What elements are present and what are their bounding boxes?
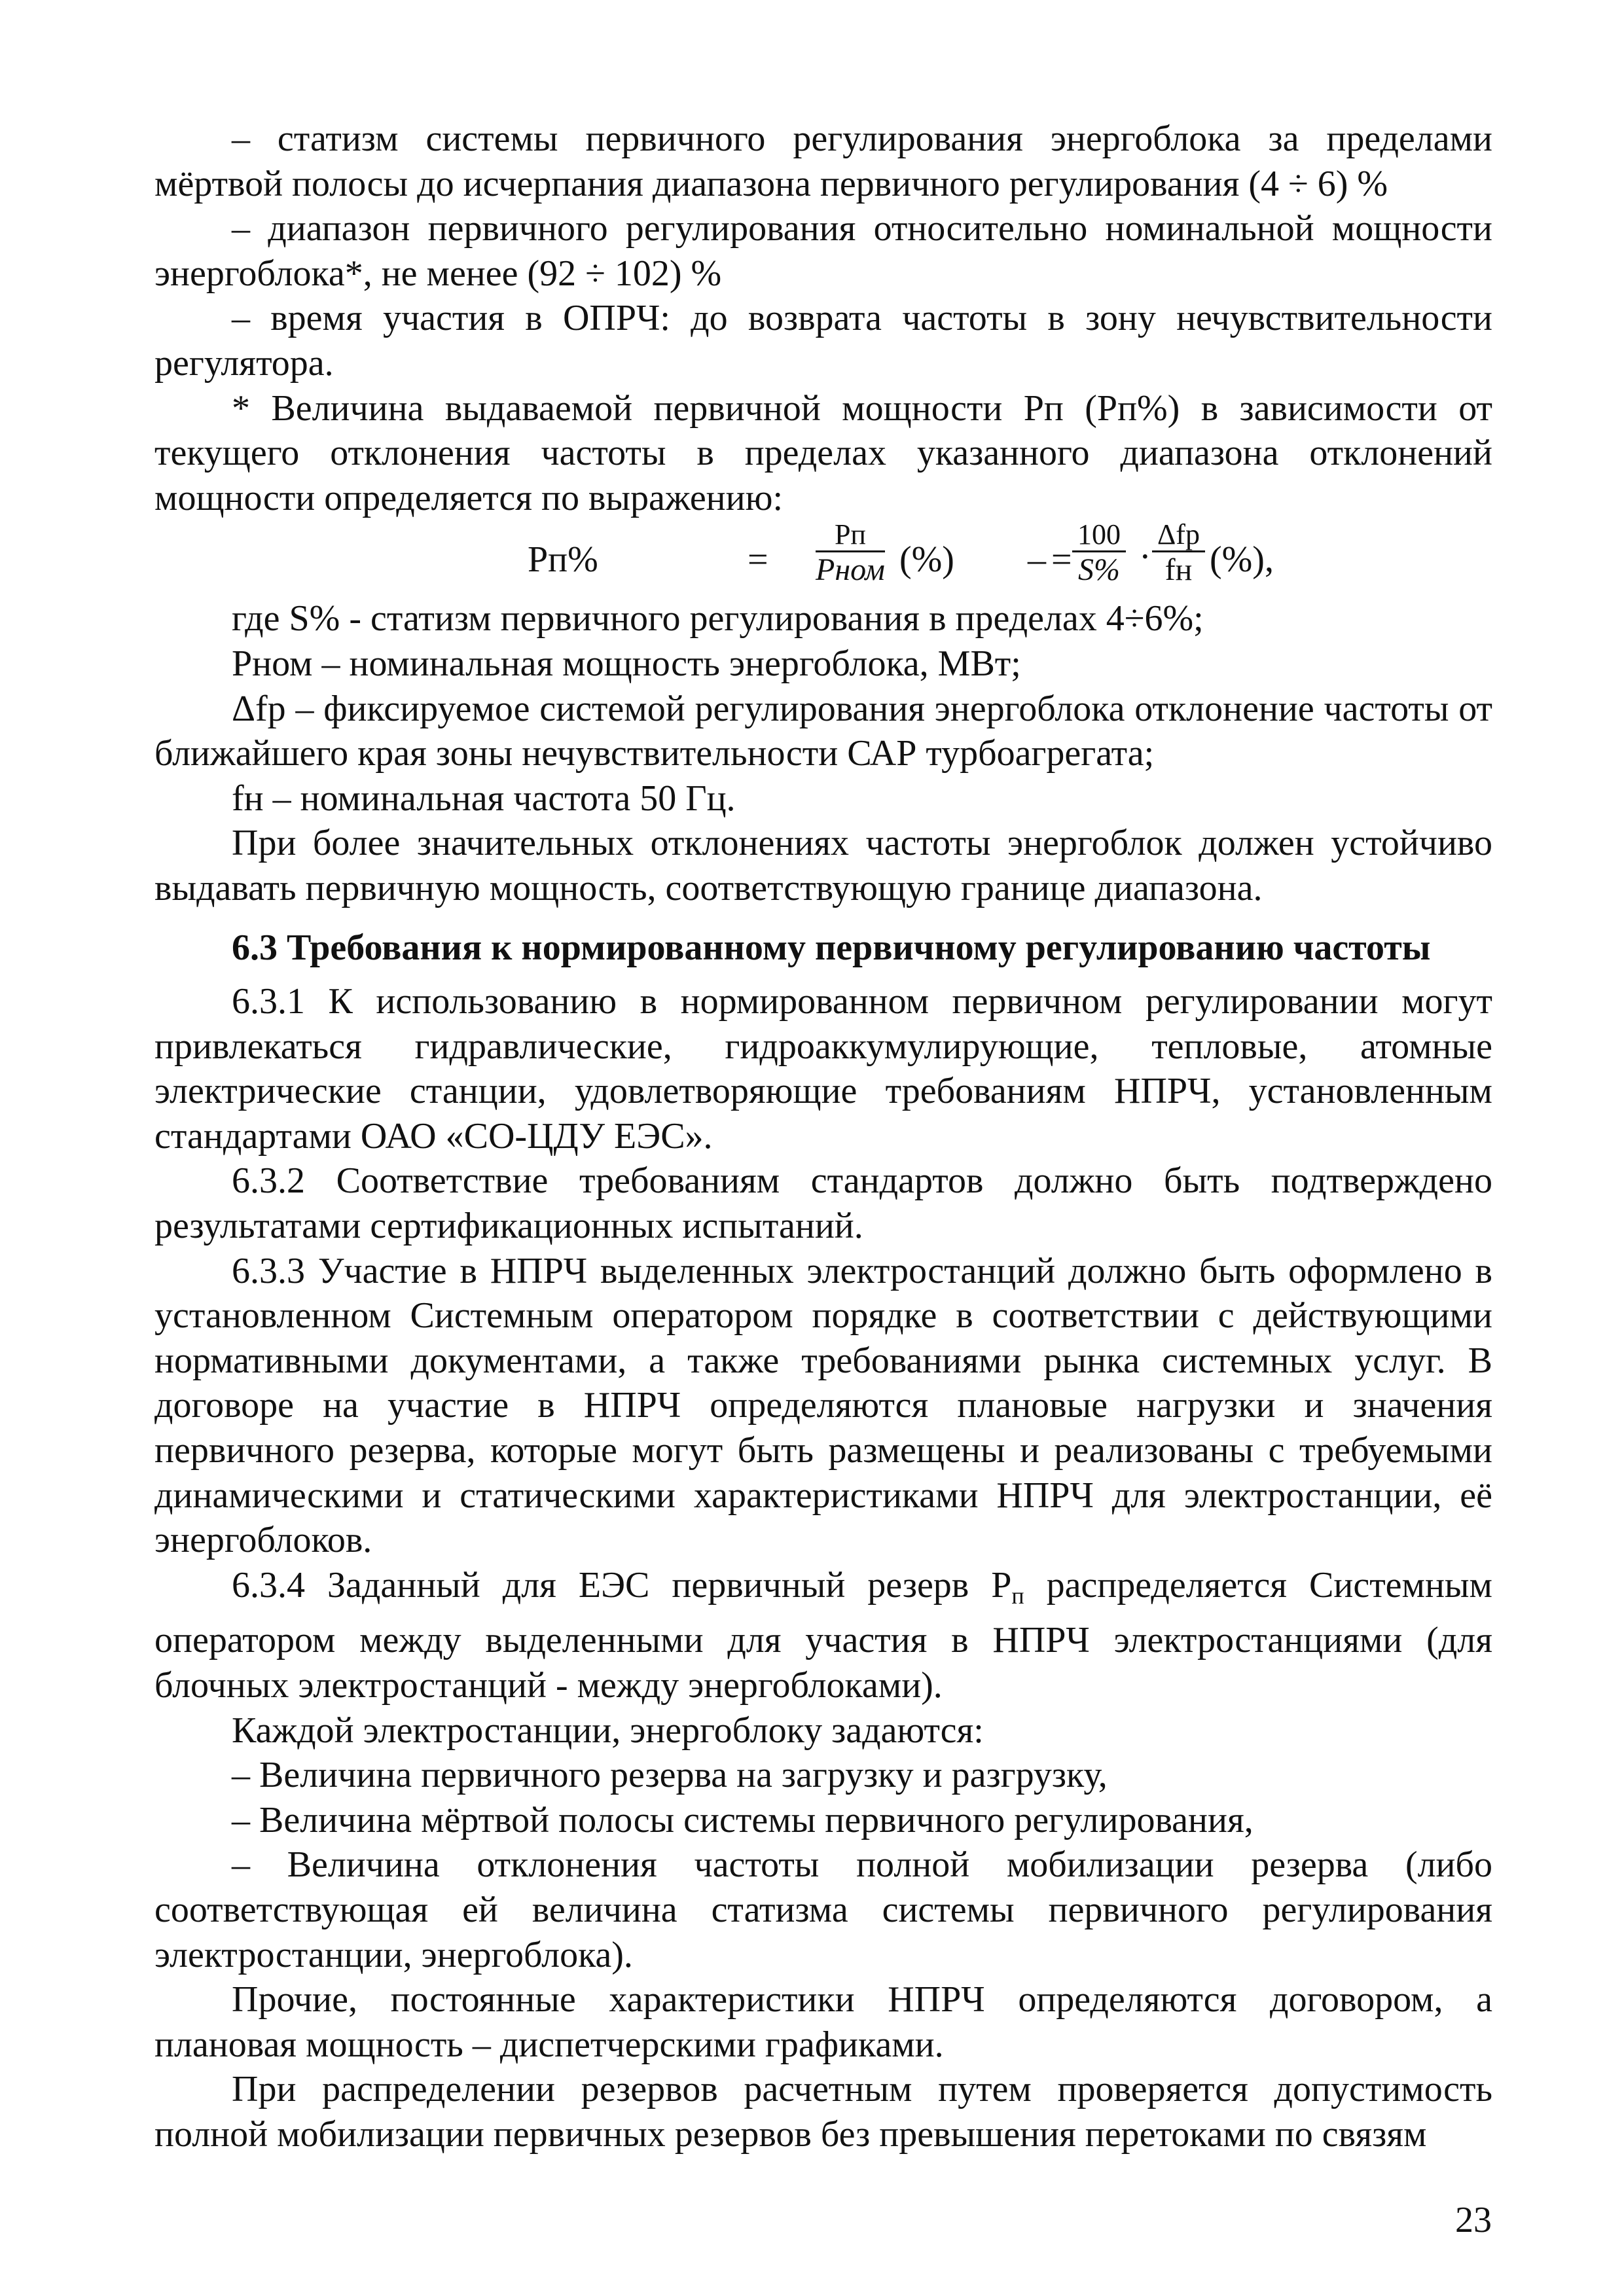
definition-statism: где S% - статизм первичного регулирования в пределах 4÷6%; (232, 598, 1204, 639)
page-number: 23 (1455, 2200, 1492, 2240)
list-item-dead-band: – Величина мёртвой полосы системы первичного регулирования, (232, 1799, 1254, 1840)
formula-lhs: Рп% (528, 539, 598, 581)
list-item-reserve: – Величина первичного резерва на загрузку и разгрузку, (232, 1755, 1108, 1796)
paragraph-6-3-4-start: 6.3.4 Заданный для ЕЭС первичный резерв Р (232, 1564, 1012, 1605)
formula-equals-2: = (1051, 539, 1072, 581)
definition-pnom: Рном – номинальная мощность энергоблока, МВт; (232, 643, 1021, 684)
paragraph-6-3-2: 6.3.2 Соответствие требованиям стандартов должно быть подтверждено результатами сертификационных испытаний. (154, 1160, 1492, 1247)
reserve-subscript: п (1011, 1582, 1024, 1609)
formula-fraction-2 (1072, 519, 1126, 588)
formula-fraction-1 (816, 519, 885, 588)
formula-equals-1: = (748, 539, 768, 581)
fraction-2-numerator: 100 (1072, 519, 1126, 552)
fraction-3-numerator: Δfр (1152, 519, 1205, 552)
paragraph-reserve-distribution: При распределении резервов расчетным путем проверяется допустимость полной мобилизации первичных резервов без превышения перетоками по связям (154, 2069, 1492, 2155)
paragraph-footnote: * Величина выдаваемой первичной мощности Рп (Рп%) в зависимости от текущего отклонения частоты в пределах указанного диапазона отклонений мощности определяется по выражению: (154, 387, 1492, 518)
fraction-1-denominator: Рном (816, 552, 885, 588)
paragraph-larger-deviations: При более значительных отклонениях частоты энергоблок должен устойчиво выдавать первичную мощность, соответствующую границе диапазона. (154, 823, 1492, 908)
paragraph-statism: – статизм системы первичного регулирования энергоблока за пределами мёртвой полосы до исчерпания диапазона первичного регулирования (4 ÷ 6) % (154, 118, 1492, 204)
paragraph-assigned: Каждой электростанции, энергоблоку задаются: (232, 1710, 984, 1751)
list-item-deviation: – Величина отклонения частоты полной мобилизации резерва (либо соответствующая ей величина статизма системы первичного регулирования электростанции, энергоблока). (154, 1844, 1492, 1975)
formula-unit-1: (%) (899, 539, 954, 581)
fraction-2-denominator: S% (1078, 552, 1120, 588)
paragraph-6-3-4 (154, 1563, 1492, 1708)
paragraph-6-3-4-end: распределяется Системным оператором между выделенными для участия в НПРЧ электростанциями (для блочных электростанций - между энергоблоками). (154, 1564, 1492, 1706)
formula-minus: – (1028, 539, 1046, 581)
section-heading: 6.3 Требования к нормированному первичному регулированию частоты (232, 927, 1431, 968)
formula (154, 518, 1492, 595)
formula-fraction-3 (1152, 519, 1205, 588)
fraction-1-numerator: Рп (816, 519, 885, 552)
definition-fn: fн – номинальная частота 50 Гц. (232, 778, 736, 819)
body-text (154, 117, 1492, 2157)
paragraph-6-3-3: 6.3.3 Участие в НПРЧ выделенных электростанций должно быть оформлено в установленном Системным оператором порядке в соответствии с действующими нормативными документами, а также требованиями рынка системных услуг. В договоре на участие в НПРЧ определяются плановые нагрузки и значения первичного резерва, которые могут быть размещены и реализованы с требуемыми динамическими и статическими характеристиками НПРЧ для электростанции, её энергоблоков. (154, 1250, 1492, 1561)
paragraph-time: – время участия в ОПРЧ: до возврата частоты в зону нечувствительности регулятора. (154, 298, 1492, 384)
paragraph-range: – диапазон первичного регулирования относительно номинальной мощности энергоблока*, не менее (92 ÷ 102) % (154, 208, 1492, 294)
paragraph-other-characteristics: Прочие, постоянные характеристики НПРЧ определяются договором, а плановая мощность – диспетчерскими графиками. (154, 1979, 1492, 2065)
paragraph-6-3-1: 6.3.1 К использованию в нормированном первичном регулировании могут привлекаться гидравлические, гидроаккумулирующие, тепловые, атомные электрические станции, удовлетворяющие требованиям НПРЧ, установленным стандартами ОАО «СО-ЦДУ ЕЭС». (154, 981, 1492, 1157)
fraction-3-denominator: fн (1164, 552, 1193, 588)
formula-unit-2: (%), (1210, 539, 1274, 581)
definition-delta-f: Δfр – фиксируемое системой регулирования энергоблока отклонение частоты от ближайшего края зоны нечувствительности САР турбоагрегата; (154, 688, 1492, 774)
formula-dot: · (1139, 537, 1151, 578)
